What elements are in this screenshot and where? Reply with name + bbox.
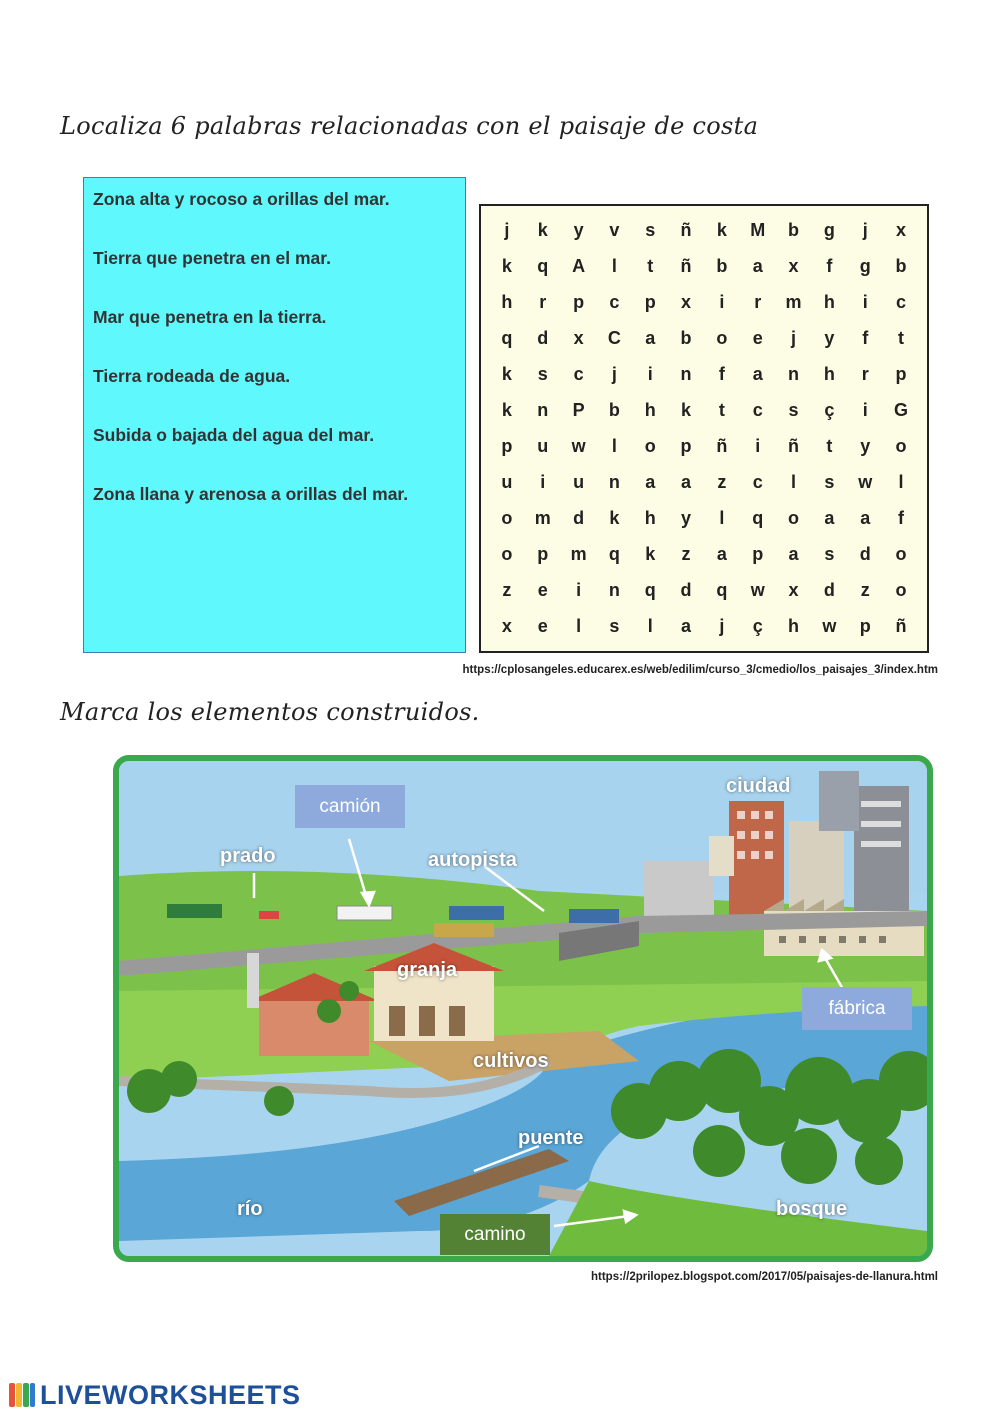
- grid-cell[interactable]: k: [681, 400, 692, 420]
- grid-cell[interactable]: b: [716, 256, 728, 276]
- grid-cell[interactable]: b: [608, 400, 620, 420]
- label-rio: río: [237, 1198, 263, 1220]
- grid-cell[interactable]: p: [537, 544, 549, 564]
- source-link-1[interactable]: https://cplosangeles.educarex.es/web/edilim/curso_3/cmedio/los_paisajes_3/index.htm: [462, 664, 938, 676]
- grid-cell[interactable]: ç: [824, 400, 835, 420]
- grid-cell[interactable]: j: [719, 616, 725, 636]
- label-autopista: autopista: [428, 849, 517, 871]
- grid-row: [489, 212, 919, 248]
- grid-cell[interactable]: k: [537, 220, 548, 240]
- grid-cell[interactable]: i: [719, 292, 725, 312]
- answer-box-camino[interactable]: camino: [440, 1214, 550, 1255]
- grid-cell[interactable]: y: [860, 436, 871, 456]
- label-bosque: bosque: [776, 1198, 848, 1220]
- grid-cell[interactable]: r: [754, 292, 762, 312]
- grid-cell[interactable]: m: [785, 292, 802, 312]
- grid-cell[interactable]: v: [609, 220, 620, 240]
- grid-row: [489, 464, 919, 500]
- grid-cell[interactable]: d: [823, 580, 835, 600]
- grid-cell[interactable]: o: [788, 508, 800, 528]
- grid-cell[interactable]: o: [644, 436, 656, 456]
- grid-cell[interactable]: l: [647, 616, 653, 636]
- grid-cell[interactable]: o: [501, 508, 513, 528]
- label-ciudad: ciudad: [726, 775, 791, 797]
- grid-cell[interactable]: q: [752, 508, 764, 528]
- grid-cell[interactable]: h: [823, 292, 835, 312]
- grid-cell[interactable]: n: [608, 472, 620, 492]
- liveworksheets-logo[interactable]: [8, 1378, 301, 1412]
- grid-row: [489, 320, 919, 356]
- grid-cell[interactable]: c: [896, 292, 907, 312]
- grid-cell[interactable]: q: [644, 580, 656, 600]
- grid-cell[interactable]: p: [680, 436, 692, 456]
- grid-cell[interactable]: h: [823, 364, 835, 384]
- grid-cell[interactable]: e: [537, 580, 548, 600]
- grid-cell[interactable]: k: [501, 364, 512, 384]
- grid-cell[interactable]: j: [504, 220, 510, 240]
- grid-cell[interactable]: a: [716, 544, 727, 564]
- grid-cell[interactable]: f: [862, 328, 869, 348]
- grid-cell[interactable]: x: [681, 292, 692, 312]
- answer-box-camion[interactable]: camión: [295, 785, 405, 828]
- grid-cell[interactable]: w: [858, 472, 873, 492]
- grid-cell[interactable]: p: [752, 544, 764, 564]
- grid-cell[interactable]: l: [576, 616, 582, 636]
- grid-cell[interactable]: t: [898, 328, 905, 348]
- grid-cell[interactable]: m: [570, 544, 587, 564]
- grid-cell[interactable]: f: [826, 256, 833, 276]
- grid-cell[interactable]: p: [644, 292, 656, 312]
- grid-cell[interactable]: j: [611, 364, 617, 384]
- grid-cell[interactable]: ñ: [716, 436, 728, 456]
- grid-cell[interactable]: w: [750, 580, 765, 600]
- clue-1: Zona alta y rocoso a orillas del mar.: [93, 189, 390, 209]
- grid-row: [489, 248, 919, 284]
- grid-cell[interactable]: d: [859, 544, 871, 564]
- clue-4: Tierra rodeada de agua.: [93, 366, 291, 386]
- grid-cell[interactable]: b: [788, 220, 800, 240]
- grid-cell[interactable]: l: [611, 436, 617, 456]
- grid-cell[interactable]: l: [791, 472, 797, 492]
- grid-cell[interactable]: x: [788, 256, 799, 276]
- grid-cell[interactable]: n: [537, 400, 549, 420]
- grid-row: [489, 500, 919, 536]
- grid-cell[interactable]: i: [862, 292, 868, 312]
- grid-cell[interactable]: k: [716, 220, 727, 240]
- grid-cell[interactable]: A: [572, 256, 586, 276]
- grid-cell[interactable]: c: [573, 364, 584, 384]
- grid-cell[interactable]: d: [573, 508, 585, 528]
- grid-cell[interactable]: s: [788, 400, 799, 420]
- grid-row: [489, 536, 919, 572]
- grid-row: [489, 572, 919, 608]
- grid-row: [489, 428, 919, 464]
- grid-cell[interactable]: m: [534, 508, 551, 528]
- grid-cell[interactable]: P: [572, 400, 585, 420]
- grid-row: [489, 284, 919, 320]
- grid-cell[interactable]: o: [895, 580, 907, 600]
- answer-box-fabrica[interactable]: fábrica: [802, 987, 912, 1030]
- grid-cell[interactable]: ñ: [680, 220, 692, 240]
- grid-cell[interactable]: r: [861, 364, 869, 384]
- grid-cell[interactable]: t: [718, 400, 725, 420]
- grid-cell[interactable]: o: [501, 544, 513, 564]
- grid-cell[interactable]: a: [788, 544, 799, 564]
- grid-cell[interactable]: o: [895, 544, 907, 564]
- grid-cell[interactable]: y: [824, 328, 835, 348]
- grid-cell[interactable]: d: [680, 580, 692, 600]
- grid-cell[interactable]: y: [573, 220, 584, 240]
- clue-5: Subida o bajada del agua del mar.: [93, 425, 375, 445]
- grid-cell[interactable]: h: [644, 508, 656, 528]
- grid-cell[interactable]: o: [895, 436, 907, 456]
- grid-cell[interactable]: k: [501, 256, 512, 276]
- grid-cell[interactable]: M: [750, 220, 766, 240]
- grid-cell[interactable]: w: [571, 436, 586, 456]
- grid-cell[interactable]: a: [824, 508, 835, 528]
- grid-cell[interactable]: ñ: [680, 256, 692, 276]
- grid-cell[interactable]: u: [501, 472, 513, 492]
- grid-cell[interactable]: q: [501, 328, 513, 348]
- grid-cell[interactable]: h: [501, 292, 513, 312]
- source-link-2[interactable]: https://2prilopez.blogspot.com/2017/05/paisajes-de-llanura.html: [591, 1271, 938, 1283]
- grid-cell[interactable]: d: [537, 328, 549, 348]
- grid-cell[interactable]: p: [895, 364, 907, 384]
- grid-cell[interactable]: p: [501, 436, 513, 456]
- grid-cell[interactable]: a: [645, 472, 656, 492]
- grid-cell[interactable]: p: [573, 292, 585, 312]
- grid-cell[interactable]: s: [824, 472, 835, 492]
- grid-cell[interactable]: i: [755, 436, 761, 456]
- grid-row: [489, 608, 919, 644]
- grid-cell[interactable]: o: [716, 328, 728, 348]
- label-prado: prado: [220, 845, 276, 867]
- grid-cell[interactable]: a: [681, 616, 692, 636]
- grid-cell[interactable]: h: [644, 400, 656, 420]
- grid-cell[interactable]: s: [609, 616, 620, 636]
- grid-cell[interactable]: C: [607, 328, 621, 348]
- clues-panel: [83, 177, 466, 653]
- grid-cell[interactable]: x: [896, 220, 907, 240]
- word-search-grid[interactable]: [479, 204, 929, 653]
- label-cultivos: cultivos: [473, 1050, 549, 1072]
- grid-cell[interactable]: c: [609, 292, 620, 312]
- grid-cell[interactable]: q: [537, 256, 549, 276]
- grid-cell[interactable]: n: [788, 364, 800, 384]
- grid-cell[interactable]: l: [719, 508, 725, 528]
- section2-title: Marca los elementos construidos.: [60, 698, 480, 726]
- grid-cell[interactable]: x: [501, 616, 512, 636]
- label-granja: granja: [397, 959, 458, 981]
- grid-row: [489, 356, 919, 392]
- grid-cell[interactable]: g: [823, 220, 835, 240]
- grid-cell[interactable]: x: [573, 328, 584, 348]
- grid-cell[interactable]: w: [822, 616, 837, 636]
- grid-cell[interactable]: f: [718, 364, 725, 384]
- grid-row: [489, 392, 919, 428]
- grid-cell[interactable]: l: [611, 256, 617, 276]
- grid-cell[interactable]: G: [894, 400, 909, 420]
- grid-cell[interactable]: h: [788, 616, 800, 636]
- grid-cell[interactable]: ç: [752, 616, 763, 636]
- grid-cell[interactable]: z: [502, 580, 512, 600]
- grid-cell[interactable]: r: [539, 292, 547, 312]
- grid-cell[interactable]: j: [862, 220, 868, 240]
- clue-2: Tierra que penetra en el mar.: [93, 248, 331, 268]
- grid-cell[interactable]: a: [860, 508, 871, 528]
- clue-3: Mar que penetra en la tierra.: [93, 307, 327, 327]
- grid-cell[interactable]: k: [609, 508, 620, 528]
- grid-cell[interactable]: s: [645, 220, 656, 240]
- grid-cell[interactable]: s: [537, 364, 548, 384]
- grid-cell[interactable]: a: [752, 256, 763, 276]
- grid-cell[interactable]: z: [681, 544, 691, 564]
- grid-cell[interactable]: n: [680, 364, 692, 384]
- grid-cell[interactable]: ñ: [788, 436, 800, 456]
- grid-cell[interactable]: t: [647, 256, 654, 276]
- grid-cell[interactable]: l: [898, 472, 904, 492]
- grid-cell[interactable]: c: [752, 400, 763, 420]
- grid-cell[interactable]: a: [681, 472, 692, 492]
- label-puente: puente: [518, 1127, 584, 1149]
- grid-cell[interactable]: k: [645, 544, 656, 564]
- grid-cell[interactable]: n: [608, 580, 620, 600]
- grid-cell[interactable]: z: [717, 472, 727, 492]
- grid-cell[interactable]: e: [537, 616, 548, 636]
- grid-cell[interactable]: t: [826, 436, 833, 456]
- grid-cell[interactable]: u: [573, 472, 585, 492]
- grid-cell[interactable]: p: [859, 616, 871, 636]
- grid-cell[interactable]: q: [716, 580, 728, 600]
- grid-cell[interactable]: a: [645, 328, 656, 348]
- grid-cell[interactable]: s: [824, 544, 835, 564]
- section1-title: Localiza 6 palabras relacionadas con el paisaje de costa: [60, 112, 759, 140]
- grid-cell[interactable]: a: [752, 364, 763, 384]
- grid-cell[interactable]: f: [898, 508, 905, 528]
- logo-icon: [8, 1380, 36, 1410]
- grid-cell[interactable]: i: [862, 400, 868, 420]
- grid-cell[interactable]: z: [860, 580, 870, 600]
- grid-cell[interactable]: u: [537, 436, 549, 456]
- grid-cell[interactable]: k: [501, 400, 512, 420]
- grid-cell[interactable]: e: [752, 328, 763, 348]
- grid-cell[interactable]: i: [647, 364, 653, 384]
- grid-cell[interactable]: i: [576, 580, 582, 600]
- grid-cell[interactable]: i: [540, 472, 546, 492]
- grid-cell[interactable]: y: [681, 508, 692, 528]
- grid-cell[interactable]: j: [791, 328, 797, 348]
- grid-cell[interactable]: b: [680, 328, 692, 348]
- grid-cell[interactable]: ñ: [895, 616, 907, 636]
- landscape-illustration: [113, 755, 933, 1262]
- grid-cell[interactable]: q: [608, 544, 620, 564]
- grid-cell[interactable]: c: [752, 472, 763, 492]
- logo-text: LIVEWORKSHEETS: [40, 1379, 301, 1410]
- grid-cell[interactable]: b: [895, 256, 907, 276]
- grid-cell[interactable]: g: [859, 256, 871, 276]
- grid-cell[interactable]: x: [788, 580, 799, 600]
- clue-6: Zona llana y arenosa a orillas del mar.: [93, 484, 409, 504]
